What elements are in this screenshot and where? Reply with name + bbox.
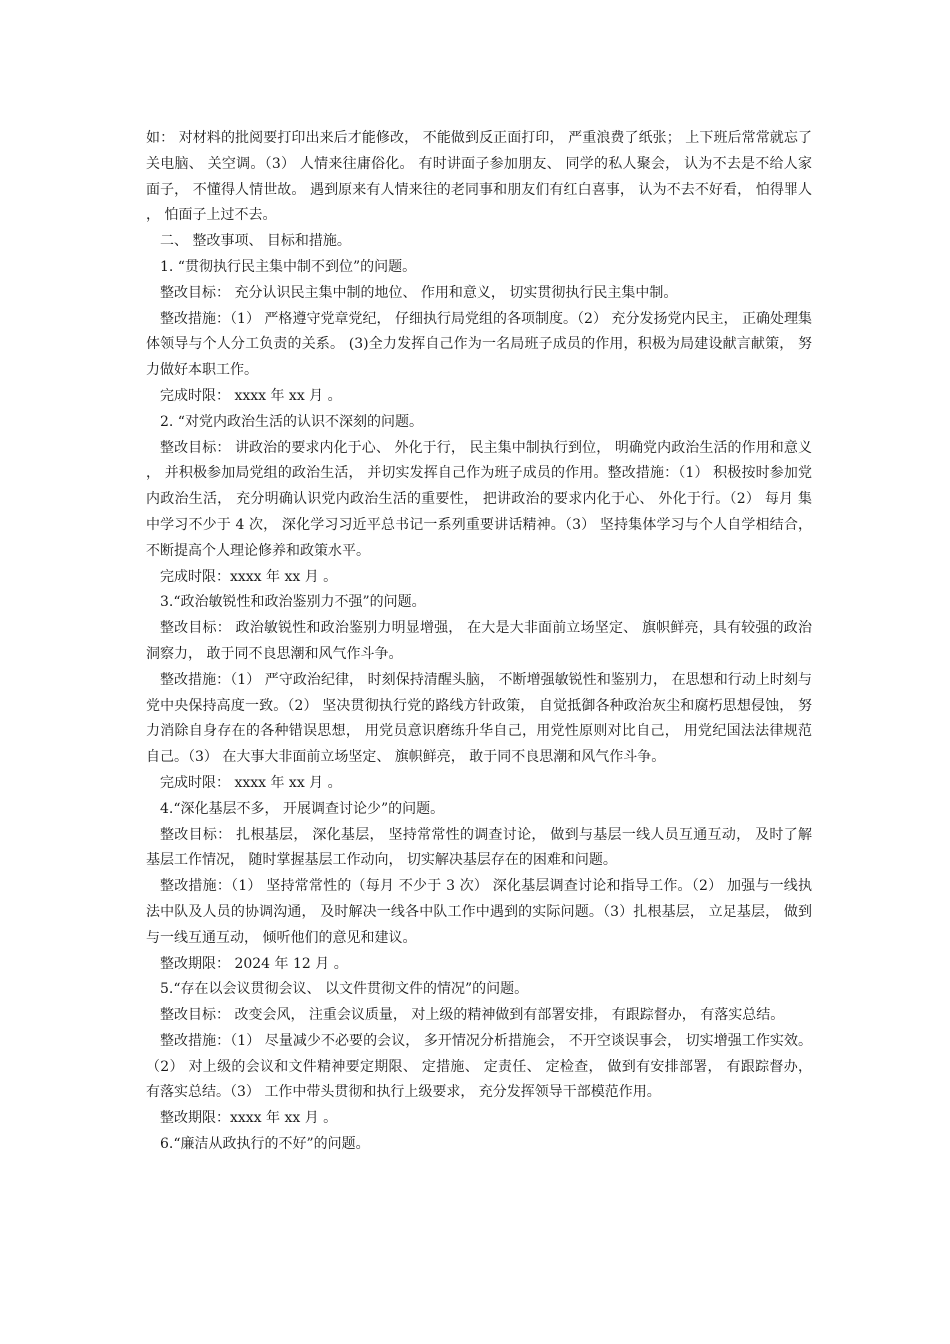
paragraph: 如： 对材料的批阅要打印出来后才能修改， 不能做到反正面打印， 严重浪费了纸张； 上下班后常常就忘了关电脑、 关空调。（3） 人情来往庸俗化。 有时讲面子参加朋友、 同学的私人聚会， 认为不去是不给人家面子， 不懂得人情世故。 遇到原来有人情来往的老同事和朋友们有红白喜事， 认为不去不好看， 怕得罪人， 怕面子上过不去。 <box>146 130 812 224</box>
paragraph: 整改目标： 充分认识民主集中制的地位、 作用和意义， 切实贯彻执行民主集中制。 <box>160 284 678 301</box>
paragraph: 整改目标： 扎根基层， 深化基层， 坚持常常性的调查讨论， 做到与基层一线人员互通互动， 及时了解基层工作情况， 随时掌握基层工作动向， 切实解决基层存在的困难和问题。 <box>146 826 812 869</box>
item-heading: 3.“政治敏锐性和政治鉴别力不强”的问题。 <box>160 594 426 611</box>
paragraph: 整改目标： 讲政治的要求内化于心、 外化于行， 民主集中制执行到位， 明确党内政治生活的作用和意义， 并积极参加局党组的政治生活， 并切实发挥自己作为班子成员的作用。整改措施：（1） 积极按时参加党内政治生活， 充分明确认识党内政治生活的重要性， 把讲政治的要求内化于心、 外化于行。（2） 每月 集中学习不少于 4 次， 深化学习习近平总书记一系列重要讲话精神。（3） 坚持集体学习与个人自学相结合， 不断提高个人理论修养和政策水平。 <box>146 439 812 559</box>
section-heading: 二、 整改事项、 目标和措施。 <box>160 233 351 250</box>
document-body <box>146 126 812 1158</box>
paragraph: 整改措施：（1） 尽量减少不必要的会议， 多开情况分析措施会， 不开空谈误事会， 切实增强工作实效。（2） 对上级的会议和文件精神要定期限、 定措施、 定责任、 定检查， 做到有安排部署， 有跟踪督办， 有落实总结。（3） 工作中带头贯彻和执行上级要求， 充分发挥领导干部模范作用。 <box>146 1032 812 1101</box>
deadline-line: 整改期限：xxxx 年 xx 月 。 <box>160 1110 338 1127</box>
paragraph: 整改措施：（1） 坚持常常性的（每月 不少于 3 次） 深化基层调查讨论和指导工作。（2） 加强与一线执法中队及人员的协调沟通， 及时解决一线各中队工作中遇到的实际问题。（3）扎根基层， 立足基层， 做到与一线互通互动， 倾听他们的意见和建议。 <box>146 878 812 946</box>
deadline-line: 整改期限： 2024 年 12 月 。 <box>160 955 348 972</box>
item-heading: 6.“廉洁从政执行的不好”的问题。 <box>160 1136 370 1153</box>
paragraph: 整改目标： 政治敏锐性和政治鉴别力明显增强， 在大是大非面前立场坚定、 旗帜鲜亮，具有较强的政治洞察力， 敢于同不良思潮和风气作斗争。 <box>146 620 812 662</box>
item-heading: 1. “贯彻执行民主集中制不到位”的问题。 <box>160 258 417 275</box>
paragraph: 整改措施：（1） 严守政治纪律， 时刻保持清醒头脑， 不断增强敏锐性和鉴别力， 在思想和行动上时刻与党中央保持高度一致。（2） 坚决贯彻执行党的路线方针政策， 自觉抵御各种政治灰尘和腐朽思想侵蚀， 努力消除自身存在的各种错误思想， 用党员意识磨练升华自己，用党性原则对比自己， 用党纪国法法律规范自己。（3） 在大事大非面前立场坚定、 旗帜鲜亮， 敢于同不良思潮和风气作斗争。 <box>146 671 812 766</box>
deadline-line: 完成时限：xxxx 年 xx 月 。 <box>160 568 338 585</box>
paragraph: 整改措施：（1） 严格遵守党章党纪， 仔细执行局党组的各项制度。（2） 充分发扬党内民主， 正确处理集体领导与个人分工负责的关系。 (3)全力发挥自己作为一名局班子成员的作用，积极为局建设献言献策， 努力做好本职工作。 <box>146 310 812 379</box>
paragraph: 整改目标： 改变会风， 注重会议质量， 对上级的精神做到有部署安排， 有跟踪督办， 有落实总结。 <box>160 1007 785 1024</box>
deadline-line: 完成时限： xxxx 年 xx 月 。 <box>160 774 342 791</box>
deadline-line: 完成时限： xxxx 年 xx 月 。 <box>160 387 342 404</box>
item-heading: 4.“深化基层不多， 开展调查讨论少”的问题。 <box>160 800 445 817</box>
item-heading: 2. “对党内政治生活的认识不深刻的问题。 <box>160 413 423 430</box>
item-heading: 5.“存在以会议贯彻会议、 以文件贯彻文件的情况”的问题。 <box>160 981 529 998</box>
